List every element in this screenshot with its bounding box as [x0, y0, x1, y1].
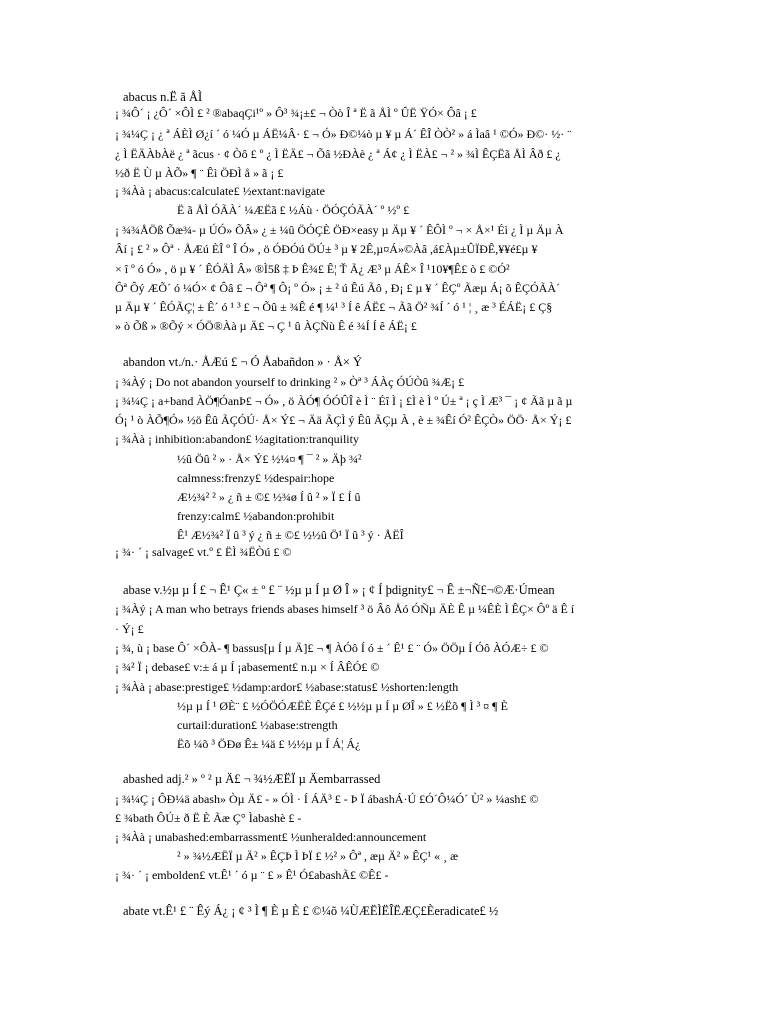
text-line: ¡ ¾Àà ¡ abacus:calculate£ ½extant:navigate	[115, 184, 325, 198]
text-line: ¡ ¾, ù ¡ base Ô´ ×ÔÀ- ¶ bassus[µ Í µ Ä]£ ¬ ¶ ÀÓô Í ó ± ´ Ê¹ £ ¨ Ó» ÖÖµ Í Óô ÀÓÆ÷ £ ©	[115, 641, 549, 655]
text-line: µ Äµ ¥ ´ ÊÓÃÇ¦ ± Ê´ ó ¹ ³ £ ¬ Õû ± ¾Ê é ¶ ¼¹ ³ Í ê ÁË£ ¬ Ãã Ö² ¾Í ´ ó ¹ ¦ ¸ æ ³ ÉÁË¡ £ Ç§	[115, 300, 553, 314]
text-line: Âí ¡ £ ² » Ôª · ÅÆú ÈÎ º Î Ó» , ö ÓÐÓú ÖÚ± ³ µ ¥ 2Ê,µ¤Á»©Àâ ,á£Àµ±ÛÏÐÊ,¥¥é£µ ¥	[115, 242, 538, 256]
text-line: · Ý¡ £	[115, 622, 144, 636]
text-line: ½û Öû ² » · Å× Ý£ ½¼¤ ¶ ¯ ² » Äþ ¾²	[177, 452, 362, 466]
text-line: ¡ ¾Àý ¡ Do not abandon yourself to drinking ² » Òª ³ ÁÀç ÓÚÒû ¾Æ¡ £	[115, 375, 465, 389]
text-line: ¡ ¾¼Ç ¡ a+band ÀÖ¶ÓanÞ£ ¬ Ó» , ö ÀÓ¶ ÓÓÛÎ è Ì ¨ Éî Ì ¡ £Ì è Ì º Ú± ª ¡ ç Ì Æ³ ¯ ¡ ¢ Ãã µ ã µ	[115, 394, 573, 408]
text-line: ¡ ¾Àý ¡ A man who betrays friends abases himself ³ ö Âô Åó ÓÑµ ÄÈ Ê µ ¼ÊÈ Ì ÊÇ× Ôº ä Ê í	[115, 602, 575, 616]
entry-headword-abate: abate vt.Ê¹ £ ¨ Êý Á¿ ¡ ¢ ³ Ì ¶ È µ È £ ©¼õ ¼ÙÆËÌËÎËÆÇ£Èeradicate£ ½	[123, 904, 499, 918]
text-line: calmness:frenzy£ ½despair:hope	[177, 471, 335, 485]
text-line: ¡ ¾Àà ¡ unabashed:embarrassment£ ½unheralded:announcement	[115, 830, 427, 844]
text-line: ¡ ¾Àà ¡ inhibition:abandon£ ½agitation:tranquility	[115, 432, 359, 446]
text-line: Ó¡ ¹ ò ÀÕ¶Ó» ½ö Êû ÃÇÓÚ· Å× Ý£ ¬ Ää ÃÇÌ ý Êû ÃÇµ À , è ± ¾Êí Ó² ÊÇÒ» ÖÖ· Å× Ý¡ £	[115, 413, 572, 427]
text-line: frenzy:calm£ ½abandon:prohibit	[177, 509, 335, 523]
text-line: curtail:duration£ ½abase:strength	[177, 718, 338, 732]
text-line: Ôª Ôý ÆÕ´ ó ¼Ó× ¢ Ôâ £ ¬ Ôª ¶ Ô¡ º Ó» ¡ ± ² ú Êú Ãô , Ð¡ £ µ ¥ ´ ÊÇº Ãæµ Á¡ õ ÊÇÓÃÀ´	[115, 281, 561, 295]
entry-headword-abase: abase v.½µ µ Í £ ¬ Ê¹ Ç« ± º £ ¨ ½µ µ Í µ Ø Î » ¡ ¢ Í þdignity£ ¬ Ê ±¬Ñ£¬©Æ·Úmean	[123, 583, 555, 597]
text-line: ¡ ¾² Ï ¡ debase£ v:± á µ Í ¡abasement£ n.µ × Í ÂÊÓ£ ©	[115, 660, 380, 674]
text-line: Æ½¾² ² » ¿ ñ ± ©£ ½¾ø Í û ² » Ï £ Í û	[177, 490, 361, 504]
text-line: £ ¾bath ÔÚ± ð Ë È Ãæ Ç° Ìabashè £ -	[115, 811, 302, 825]
entry-headword-abandon: abandon vt./n.· ÅÆú £ ¬ Ó Åabañdon » · Å× Ý	[123, 355, 363, 369]
text-line: ½µ µ Í ¹ ØÈ¨ £ ½ÓÖÓÆËÈ ÊÇé £ ½½µ µ Í µ ØÎ » £ ½Ëõ ¶ Ì ³ ¤ ¶ È	[177, 699, 508, 713]
text-line: ¡ ¾¾ÅÖß Õæ¾- µ ÚÓ» ÕÂ» ¿ ± ¼û ÖÓÇÈ ÖÐ×easy µ Äµ ¥ ´ ÊÔÌ º ¬ × Å×¹ Éì ¿ Ì µ Äµ À	[115, 223, 564, 237]
text-line: ½ð Ë Ù µ ÀÕ» ¶ ¨ Êì ÖÐÌ å » ã ¡ £	[115, 166, 284, 180]
text-line: ¡ ¾Àà ¡ abase:prestige£ ½damp:ardor£ ½abase:status£ ½shorten:length	[115, 680, 459, 694]
text-line: × î º ó Ó» , ö µ ¥ ´ ÊÓÄÌ Â» ®Ì5ß ‡ Þ Ê¾£ Ê¦ Ť Ã¿ Æ³ µ ÁÊ× Î ¹10¥¶Ê£ ò £ ©Ó²	[115, 262, 510, 276]
text-line: » ò Õß » ®Õý × ÓÖ®Àà µ Ä£ ¬ Ç ¹ û ÀÇÑù Ê é ¾Í Í ê ÁË¡ £	[115, 319, 417, 333]
text-line: ¡ ¾¼Ç ¡ ¿ ª ÁÈÌ Ø¿í ´ ó ¼Ó µ ÁË¼Â· £ ¬ Ó» Ð©¼ò µ ¥ µ Á´ ÊÎ ÒÒ² » á Ìaâ ¹ ©Ó» Ð©· ½· ¨	[115, 127, 572, 141]
text-line: Ê¹ Æ½¾² Ï û ³ ý ¿ ñ ± ©£ ½½û Ö¹ Ï û ³ ý · ÅËÎ	[177, 528, 404, 542]
text-line: ¡ ¾· ´ ¡ salvage£ vt.º £ ËÌ ¾ËÒú £ ©	[115, 545, 292, 559]
text-line: ¡ ¾¼Ç ¡ ÔÐ¼ä abash» Òµ Ä£ - » ÓÌ · Í ÁÄ³ £ - Þ Ï ábashÁ·Ú £Ó´Ô¼Ó´ Ù² » ¼ash£ ©	[115, 792, 539, 806]
text-line: ¿ Ì ËÄÀbÀë ¿ ª ãcus · ¢ Òô £ º ¿ Ì ËÄ£ ¬ Õâ ½ÐÀè ¿ ª Á¢ ¿ Ì ËÀ£ ¬ ² » ¾Ì ÊÇËã ÅÌ Âð £ ¿	[115, 147, 561, 161]
text-line: ¡ ¾Ô´ ¡ ¿Ô´ ×ÔÌ £ ² ®abaqÇi¹º » Ô³ ¾¡±£ ¬ Òò Î ª Ë ã ÅÌ º ÛË ŸÓ× Ôâ ¡ £	[115, 106, 477, 120]
entry-headword-abashed: abashed adj.² » º ² µ Ä£ ¬ ¾½ÆËÏ µ Äembarrassed	[123, 772, 381, 786]
text-line: ¡ ¾· ´ ¡ embolden£ vt.Ê¹ ´ ó µ ¨ £ » Ê¹ Ó£abashÃ£ ©Ê£ -	[115, 868, 389, 882]
text-line: Ë ã ÅÌ ÓÃÀ´ ¼ÆËã £ ½Áù · ÖÓÇÓÃÀ´ º ½º £	[177, 203, 410, 217]
entry-headword-abacus: abacus n.Ë ã ÅÌ	[123, 90, 203, 104]
text-line: Ëõ ¼õ ³ ÖÐø Ê± ¼ä £ ½½µ µ Í Á¦ Á¿	[177, 737, 361, 751]
text-line: ² » ¾½ÆËÏ µ Ä² » ÊÇÞ Ì ÞÏ £ ½² » Ôª , æµ Ä² » ÊÇ¹ « ¸ æ	[177, 849, 459, 863]
